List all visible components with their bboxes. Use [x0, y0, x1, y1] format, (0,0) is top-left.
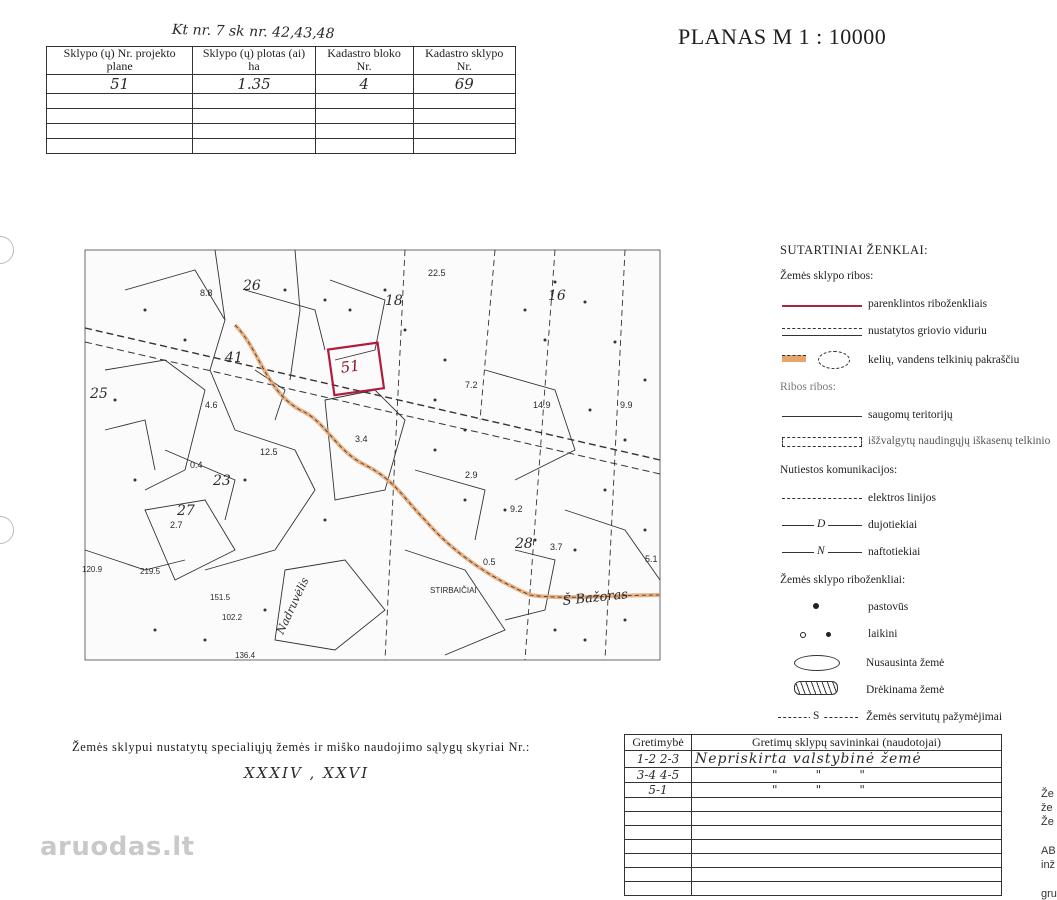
legend-zones-title: Ribos ribos:: [780, 381, 836, 393]
irrigated-land-icon: [794, 681, 838, 695]
legend-item: kelių, vandens telkinių pakraščiu: [868, 354, 1020, 366]
neighbor-owner: " " ": [692, 783, 1002, 798]
cell-parcel-area: 1.35: [193, 75, 315, 94]
edge-fragment: AB: [1041, 845, 1056, 857]
settlement-label: STIRBAIČIAI: [430, 586, 477, 595]
legend-item: saugomų teritorijų: [868, 409, 953, 421]
edge-fragment: že: [1041, 802, 1053, 814]
edge-fragment: gru: [1041, 888, 1057, 900]
table-row-empty: [625, 840, 1002, 854]
ditch-line-icon: [782, 328, 862, 336]
parcel-51-label: 51: [339, 356, 361, 377]
neighbor-owner: Nepriskirta valstybinė žemė: [692, 751, 1002, 768]
temporary-marker-icon: [826, 632, 831, 637]
legend-comms-title: Nutiestos komunikacijos:: [780, 464, 898, 476]
conditions-label: Žemės sklypui nustatytų specialiųjų žemės ir miško naudojimo sąlygų skyriai Nr.:: [72, 740, 531, 754]
plot-number: 16: [548, 288, 566, 304]
table-row-empty: [625, 854, 1002, 868]
map-area-label: 5.1: [645, 554, 658, 564]
servitude-code: S: [810, 710, 822, 722]
cell-cadastral-parcel: 69: [413, 75, 515, 94]
edge-fragment: inž: [1041, 859, 1056, 871]
watermark-logo: aruodas.lt: [40, 832, 195, 862]
mineral-deposit-line-icon: [782, 437, 862, 447]
table-row-empty: [625, 868, 1002, 882]
oil-code: N: [814, 545, 828, 557]
binder-hole: [0, 236, 14, 264]
parcel-table: [46, 46, 516, 154]
table-row: [625, 783, 1002, 798]
map-area-label: 8.8: [200, 288, 213, 298]
road-edge-icon: [782, 355, 806, 362]
map-drawing: [82, 250, 660, 660]
cell-parcel-no: 51: [47, 75, 193, 94]
table-row: [625, 751, 1002, 768]
table-row-empty: [625, 812, 1002, 826]
map-area-label: 0.5: [483, 557, 496, 567]
legend-item: nustatytos griovio viduriu: [868, 325, 987, 337]
map-area-label: 3.7: [550, 542, 563, 552]
col-header-neighbor-owners: Gretimų sklypų savininkai (naudotojai): [692, 735, 1002, 751]
map-area-label: 2.7: [170, 520, 183, 530]
legend-item: naftotiekiai: [868, 546, 921, 558]
gas-code: D: [814, 518, 828, 530]
map-area-label: 9.9: [620, 400, 633, 410]
map-bottom-number: 219.5: [140, 567, 161, 576]
edge-fragment: Že: [1041, 788, 1054, 800]
map-bottom-number: 120.9: [82, 565, 103, 574]
cadastral-map: [82, 250, 660, 660]
handwritten-header: Kt nr. 7 sk nr. 42,43,48: [171, 21, 335, 43]
legend-item: Drėkinama žemė: [866, 684, 945, 696]
plot-number: 23: [213, 473, 231, 489]
table-row-empty: [47, 94, 516, 109]
pencil-label: Nadruvėlis: [273, 575, 312, 637]
water-body-icon: [818, 351, 850, 369]
plot-number: 18: [385, 293, 403, 309]
map-area-label: 12.5: [260, 447, 278, 457]
permanent-marker-icon: [813, 603, 819, 609]
edge-fragment: Že: [1041, 816, 1054, 828]
protected-area-line-icon: [782, 416, 862, 417]
map-area-label: 14.9: [533, 400, 551, 410]
map-area-label: 7.2: [465, 380, 478, 390]
plot-number: 25: [90, 386, 108, 402]
map-bottom-number: 102.2: [222, 613, 243, 622]
legend-item: laikini: [868, 628, 898, 640]
legend-markers-title: Žemės sklypo riboženkliai:: [780, 574, 906, 586]
table-row: [625, 768, 1002, 783]
legend-item: dujotiekiai: [868, 519, 918, 531]
legend-item: Nusausinta žemė: [866, 657, 945, 669]
legend-title: SUTARTINIAI ŽENKLAI:: [780, 243, 929, 257]
drained-land-icon: [794, 655, 840, 671]
map-area-label: 22.5: [428, 268, 446, 278]
binder-hole: [0, 516, 14, 544]
table-row-empty: [625, 798, 1002, 812]
col-header-cadastral-parcel: Kadastro sklypo Nr.: [413, 47, 515, 75]
table-row-empty: [47, 139, 516, 154]
legend-item: elektros linijos: [868, 492, 937, 504]
map-area-label: 3.4: [355, 434, 368, 444]
col-header-cadastral-block: Kadastro bloko Nr.: [315, 47, 413, 75]
page-title: PLANAS M 1 : 10000: [678, 24, 887, 49]
table-row-empty: [47, 109, 516, 124]
neighbor-segment: 5-1: [625, 783, 692, 798]
map-bottom-number: 136.4: [235, 651, 256, 660]
road-label: Š Bažoras: [561, 587, 629, 609]
legend-boundaries-title: Žemės sklypo ribos:: [780, 270, 874, 282]
table-row-empty: [625, 826, 1002, 840]
table-row-empty: [47, 124, 516, 139]
neighbor-segment: 3-4 4-5: [625, 768, 692, 783]
neighbor-owner: " " ": [692, 768, 1002, 783]
red-boundary-line-icon: [782, 305, 862, 307]
legend-item: pastovūs: [868, 601, 909, 613]
legend-item: Žemės servitutų pažymėjimai: [866, 711, 1003, 723]
cell-cadastral-block: 4: [315, 75, 413, 94]
col-header-neighbor: Gretimybė: [625, 735, 692, 751]
map-area-label: 0.4: [190, 460, 203, 470]
neighbor-segment: 1-2 2-3: [625, 751, 692, 768]
plot-number: 28: [515, 536, 533, 552]
map-bottom-number: 151.5: [210, 593, 231, 602]
plot-number: 27: [177, 503, 195, 519]
plot-number: 41: [225, 350, 243, 366]
legend-item: parenklintos riboženkliais: [868, 298, 988, 310]
conditions-value: XXXIV , XXVI: [244, 764, 370, 782]
map-area-label: 4.6: [205, 400, 218, 410]
col-header-parcel-no: Sklypo (ų) Nr. projekto plane: [47, 47, 193, 75]
table-row-empty: [625, 882, 1002, 896]
map-area-label: 9.2: [510, 504, 523, 514]
neighbors-table: [624, 734, 1002, 896]
temporary-marker-icon: [800, 632, 806, 638]
legend-item: išžvalgytų naudingųjų iškasenų telkinio: [868, 435, 1051, 447]
col-header-parcel-area: Sklypo (ų) plotas (ai) ha: [193, 47, 315, 75]
plot-number: 26: [243, 278, 261, 294]
map-area-label: 2.9: [465, 470, 478, 480]
power-line-icon: [782, 498, 862, 499]
